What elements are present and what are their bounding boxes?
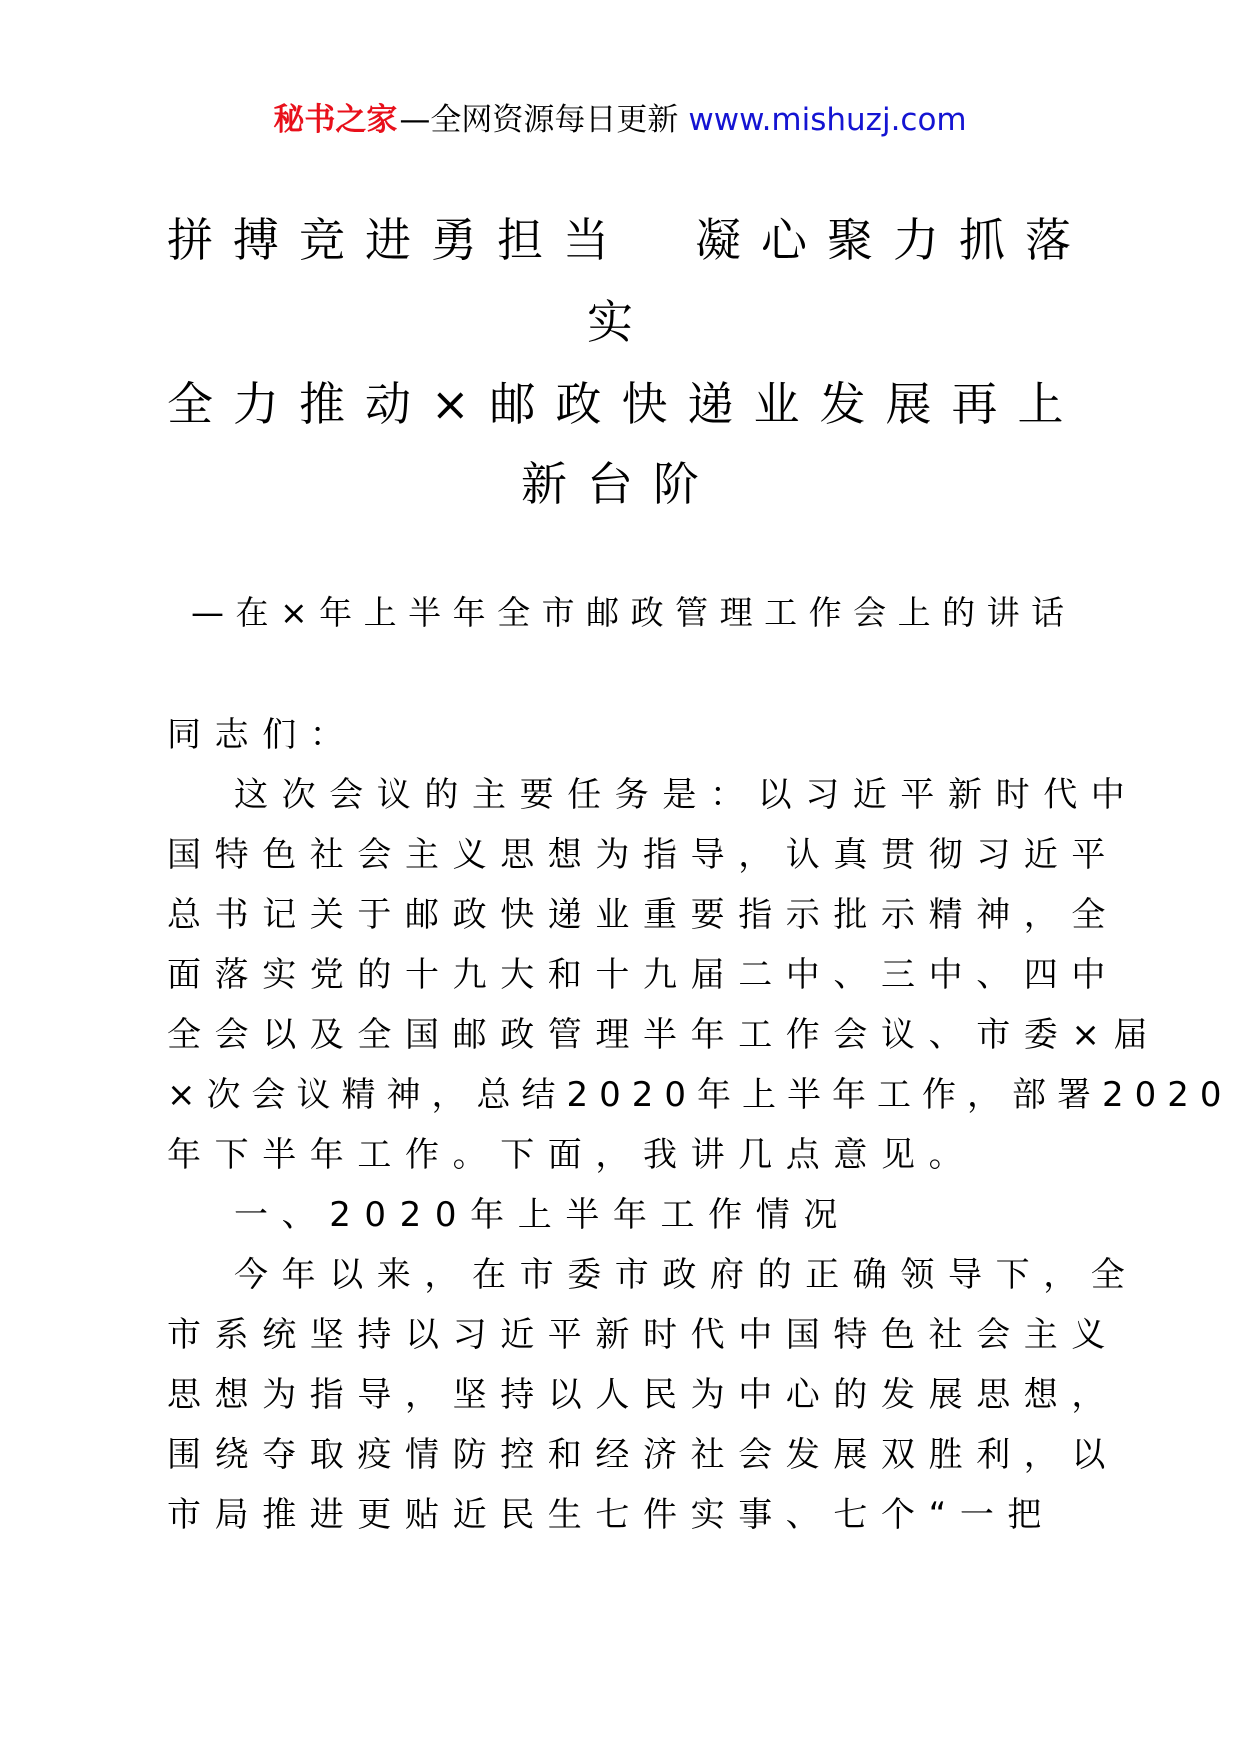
- paragraph-line: 今年以来，在市委市政府的正确领导下，全: [234, 1255, 1139, 1295]
- paragraph-line: 这次会议的主要任务是：以习近平新时代中: [234, 775, 1139, 815]
- brand-name: 秘书之家: [273, 102, 398, 138]
- paragraph-line: 市系统坚持以习近平新时代中国特色社会主义: [167, 1315, 1119, 1355]
- title-line-3: 全力推动×邮政快递业发展再上: [167, 377, 1084, 431]
- paragraph-line: ×次会议精神，总结2020年上半年工作，部署2020: [167, 1075, 1233, 1115]
- paragraph-line: 国特色社会主义思想为指导，认真贯彻习近平: [167, 835, 1119, 875]
- paragraph-line: 围绕夺取疫情防控和经济社会发展双胜利，以: [167, 1435, 1119, 1475]
- site-url-link[interactable]: www.mishuzj.com: [688, 102, 967, 138]
- title-line-2: 实: [587, 295, 653, 349]
- salutation: 同志们：: [167, 715, 358, 755]
- paragraph-line: 思想为指导，坚持以人民为中心的发展思想，: [167, 1375, 1119, 1415]
- site-banner: [0, 100, 1240, 140]
- subtitle: —在×年上半年全市邮政管理工作会上的讲话: [191, 593, 1076, 632]
- paragraph-line: 全会以及全国邮政管理半年工作会议、市委×届: [167, 1015, 1162, 1055]
- paragraph-line: 面落实党的十九大和十九届二中、三中、四中: [167, 955, 1119, 995]
- banner-slogan: —全网资源每日更新: [399, 102, 679, 138]
- section-heading: 一、2020年上半年工作情况: [234, 1195, 851, 1235]
- paragraph-line: 市局推进更贴近民生七件实事、七个“一把: [167, 1495, 1056, 1535]
- paragraph-line: 总书记关于邮政快递业重要指示批示精神，全: [167, 895, 1119, 935]
- paragraph-line: 年下半年工作。下面，我讲几点意见。: [167, 1135, 977, 1175]
- title-line-4: 新台阶: [521, 457, 719, 511]
- title-line-1: 拼搏竞进勇担当 凝心聚力抓落: [167, 213, 1091, 267]
